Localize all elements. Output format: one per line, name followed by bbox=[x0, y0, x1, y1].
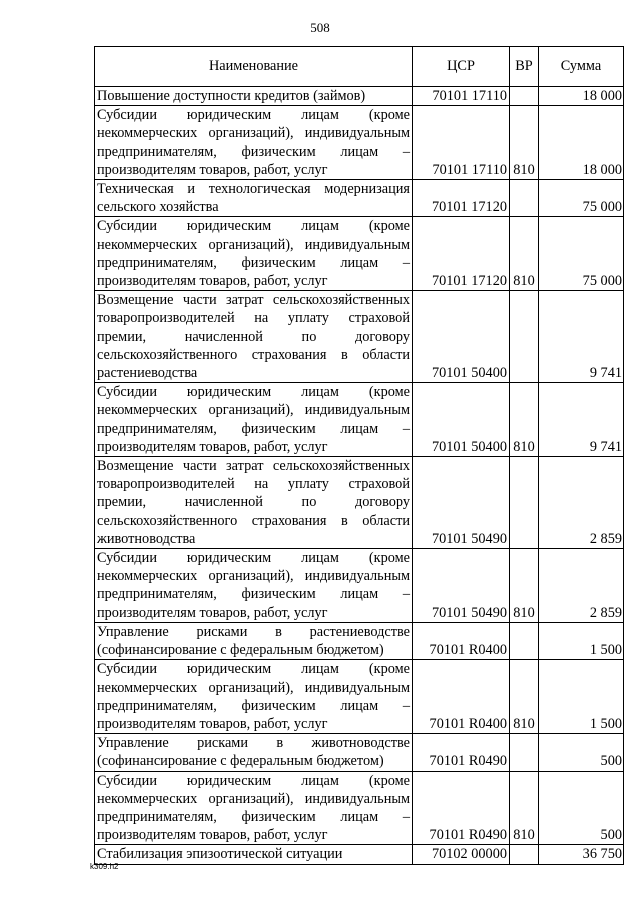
table-row bbox=[95, 771, 624, 845]
row-name: Субсидии юридическим лицам (кроме некоммерческих организаций), индивидуальным предпринимателям, физическим лицам – производителям товаров, работ, услуг bbox=[95, 383, 413, 457]
row-name: Возмещение части затрат сельскохозяйственных товаропроизводителей на уплату страховой премии, начисленной по договору сельскохозяйственного страхования в области животноводства bbox=[95, 457, 413, 549]
row-csr: 70101 R0400 bbox=[413, 660, 510, 734]
table-row bbox=[95, 660, 624, 734]
row-csr: 70102 00000 bbox=[413, 845, 510, 864]
row-csr: 70101 R0400 bbox=[413, 622, 510, 659]
table-header-row bbox=[95, 47, 624, 87]
row-vr: 810 bbox=[510, 217, 539, 291]
row-vr bbox=[510, 734, 539, 771]
table-row bbox=[95, 845, 624, 864]
table-row bbox=[95, 87, 624, 106]
row-sum: 2 859 bbox=[539, 549, 624, 623]
row-sum: 18 000 bbox=[539, 87, 624, 106]
budget-table bbox=[94, 46, 624, 865]
table-row bbox=[95, 549, 624, 623]
table-row bbox=[95, 217, 624, 291]
header-csr: ЦСР bbox=[413, 47, 510, 87]
table-row bbox=[95, 291, 624, 383]
row-name: Техническая и технологическая модернизация сельского хозяйства bbox=[95, 180, 413, 217]
row-name: Субсидии юридическим лицам (кроме некоммерческих организаций), индивидуальным предпринимателям, физическим лицам – производителям товаров, работ, услуг bbox=[95, 549, 413, 623]
table-row bbox=[95, 106, 624, 180]
row-csr: 70101 17110 bbox=[413, 87, 510, 106]
row-name: Субсидии юридическим лицам (кроме некоммерческих организаций), индивидуальным предпринимателям, физическим лицам – производителям товаров, работ, услуг bbox=[95, 217, 413, 291]
row-sum: 2 859 bbox=[539, 457, 624, 549]
row-csr: 70101 17120 bbox=[413, 217, 510, 291]
row-sum: 9 741 bbox=[539, 383, 624, 457]
row-csr: 70101 R0490 bbox=[413, 771, 510, 845]
row-name: Стабилизация эпизоотической ситуации bbox=[95, 845, 413, 864]
row-sum: 500 bbox=[539, 734, 624, 771]
row-csr: 70101 17120 bbox=[413, 180, 510, 217]
row-csr: 70101 50490 bbox=[413, 457, 510, 549]
table-row bbox=[95, 383, 624, 457]
row-sum: 1 500 bbox=[539, 622, 624, 659]
row-sum: 75 000 bbox=[539, 217, 624, 291]
row-vr: 810 bbox=[510, 771, 539, 845]
row-vr bbox=[510, 291, 539, 383]
row-csr: 70101 R0490 bbox=[413, 734, 510, 771]
row-sum: 500 bbox=[539, 771, 624, 845]
row-sum: 36 750 bbox=[539, 845, 624, 864]
row-sum: 18 000 bbox=[539, 106, 624, 180]
header-name: Наименование bbox=[95, 47, 413, 87]
header-sum: Сумма bbox=[539, 47, 624, 87]
table-row bbox=[95, 622, 624, 659]
row-vr: 810 bbox=[510, 549, 539, 623]
row-csr: 70101 50490 bbox=[413, 549, 510, 623]
page-number: 508 bbox=[310, 20, 330, 35]
row-vr bbox=[510, 845, 539, 864]
row-sum: 75 000 bbox=[539, 180, 624, 217]
row-name: Субсидии юридическим лицам (кроме некоммерческих организаций), индивидуальным предпринимателям, физическим лицам – производителям товаров, работ, услуг bbox=[95, 771, 413, 845]
row-vr: 810 bbox=[510, 106, 539, 180]
row-sum: 1 500 bbox=[539, 660, 624, 734]
row-vr bbox=[510, 180, 539, 217]
row-name: Возмещение части затрат сельскохозяйственных товаропроизводителей на уплату страховой премии, начисленной по договору сельскохозяйственного страхования в области растениеводства bbox=[95, 291, 413, 383]
row-csr: 70101 17110 bbox=[413, 106, 510, 180]
row-vr bbox=[510, 457, 539, 549]
row-name: Управление рисками в животноводстве (софинансирование с федеральным бюджетом) bbox=[95, 734, 413, 771]
row-vr: 810 bbox=[510, 660, 539, 734]
row-vr bbox=[510, 87, 539, 106]
table-row bbox=[95, 457, 624, 549]
row-sum: 9 741 bbox=[539, 291, 624, 383]
row-name: Повышение доступности кредитов (займов) bbox=[95, 87, 413, 106]
header-vr: ВР bbox=[510, 47, 539, 87]
table-row bbox=[95, 734, 624, 771]
row-csr: 70101 50400 bbox=[413, 291, 510, 383]
row-name: Управление рисками в растениеводстве (софинансирование с федеральным бюджетом) bbox=[95, 622, 413, 659]
table-row bbox=[95, 180, 624, 217]
footer-doc-code: k309.h2 bbox=[90, 862, 119, 871]
row-name: Субсидии юридическим лицам (кроме некоммерческих организаций), индивидуальным предпринимателям, физическим лицам – производителям товаров, работ, услуг bbox=[95, 660, 413, 734]
row-vr: 810 bbox=[510, 383, 539, 457]
row-csr: 70101 50400 bbox=[413, 383, 510, 457]
row-name: Субсидии юридическим лицам (кроме некоммерческих организаций), индивидуальным предпринимателям, физическим лицам – производителям товаров, работ, услуг bbox=[95, 106, 413, 180]
row-vr bbox=[510, 622, 539, 659]
